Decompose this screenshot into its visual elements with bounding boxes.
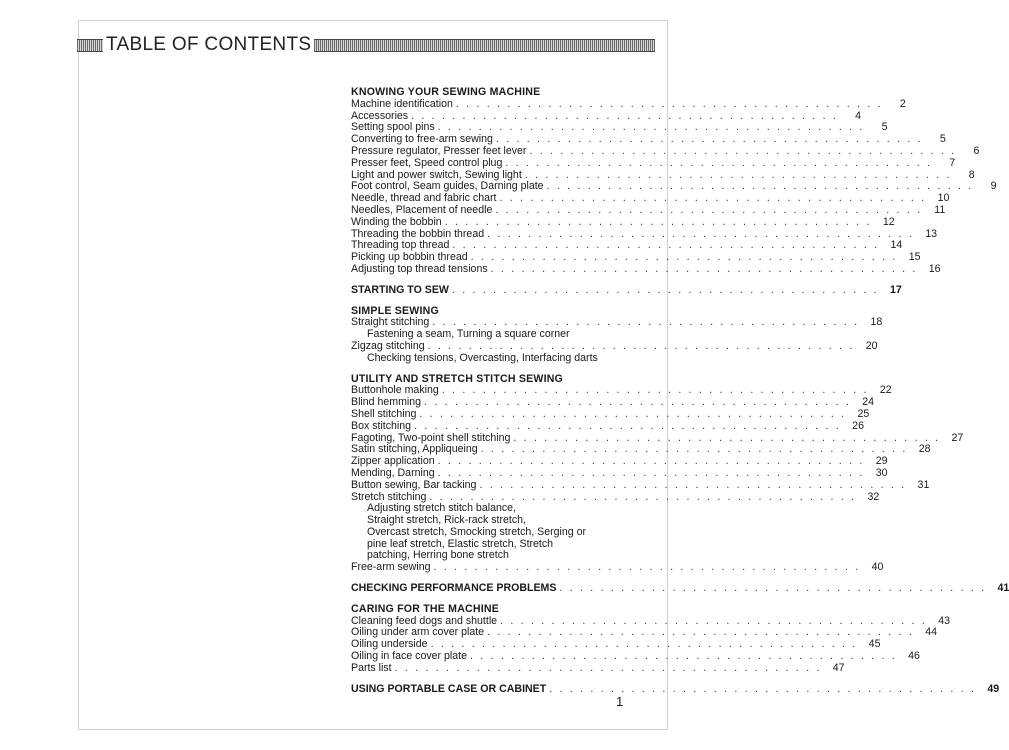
toc-entry-label: Winding the bobbin	[351, 215, 442, 228]
toc-entry-page: 32	[867, 490, 880, 503]
toc-entry-page: 20	[865, 339, 878, 352]
toc-entry-page: 18	[870, 316, 883, 329]
toc-entry	[351, 262, 941, 276]
dot-leader: . . . . . . . . . . . . . . . . . . . . . . . . . . . . . . . . . . . . . . . . . .	[444, 215, 872, 228]
dot-leader: . . . . . . . . . . . . . . . . . . . . . . . . . . . . . . . . . . . . . . . . . .	[505, 156, 933, 169]
toc-entry-label: Accessories	[351, 109, 409, 122]
toc-entry	[351, 215, 895, 229]
title-banner	[77, 32, 655, 58]
dot-leader: . . . . . . . . . . . . . . . . . . . . . . . . . . . . . . . . . . . . . . . . . .	[427, 339, 855, 352]
toc-entry-label: Oiling under arm cover plate	[351, 626, 485, 639]
toc-entry-label: Cleaning feed dogs and shuttle	[351, 614, 498, 627]
dot-leader: . . . . . . . . . . . . . . . . . . . . . . . . . . . . . . . . . . . . . . . . . .	[549, 682, 977, 695]
dot-leader: . . . . . . . . . . . . . . . . . . . . . . . . . . . . . . . . . . . . . . . . . .	[470, 650, 897, 663]
toc-entry-page: 46	[908, 650, 920, 663]
section-heading: CARING FOR THE MACHINE	[351, 602, 500, 615]
dot-leader: . . . . . . . . . . . . . . . . . . . . . . . . . . . . . . . . . . . . . . . . . .	[559, 582, 987, 595]
toc-entry-label: Foot control, Seam guides, Darning plate	[351, 180, 544, 193]
toc-entry-label: Picking up bobbin thread	[351, 251, 468, 264]
table-of-contents	[351, 86, 1009, 695]
toc-entry	[351, 203, 946, 217]
toc-subentry: patching, Herring bone stretch	[367, 549, 509, 562]
toc-entry	[351, 97, 906, 111]
title-rule-left	[77, 39, 103, 52]
toc-entry-label: Box stitching	[351, 419, 412, 432]
toc-entry-label: Parts list	[351, 661, 392, 674]
toc-entry-label: Needles, Placement of needle	[351, 203, 493, 216]
dot-leader: . . . . . . . . . . . . . . . . . . . . . . . . . . . . . . . . . . . . . . . . . .	[452, 239, 880, 252]
toc-entry-label: Threading the bobbin thread	[351, 227, 485, 240]
toc-entry	[351, 582, 1009, 595]
dot-leader: . . . . . . . . . . . . . . . . . . . . . . . . . . . . . . . . . . . . . . . . . .	[411, 109, 839, 122]
toc-entry-label: Machine identification	[351, 97, 453, 110]
toc-subentry: Checking tensions, Overcasting, Interfacing darts	[367, 351, 598, 364]
toc-entry-page: 5	[939, 133, 946, 146]
toc-entry-page: 49	[987, 682, 1000, 695]
dot-leader: . . . . . . . . . . . . . . . . . . . . . . . . . . . . . . . . . . . . . . . . . .	[513, 431, 941, 444]
toc-entry-label: Fagoting, Two-point shell stitching	[351, 431, 511, 444]
toc-entry-label: Adjusting top thread tensions	[351, 262, 488, 275]
dot-leader: . . . . . . . . . . . . . . . . . . . . . . . . . . . . . . . . . . . . . . . . . .	[419, 407, 847, 420]
dot-leader: . . . . . . . . . . . . . . . . . . . . . . . . . . . . . . . . . . . . . . . . . .	[414, 419, 841, 432]
toc-entry-page: 45	[868, 638, 881, 651]
toc-entry-page: 16	[928, 262, 941, 275]
toc-entry-page: 26	[852, 419, 864, 432]
dot-leader: . . . . . . . . . . . . . . . . . . . . . . . . . . . . . . . . . . . . . . . . . .	[480, 443, 908, 456]
footer-page-number: 1	[616, 694, 624, 709]
dot-leader: . . . . . . . . . . . . . . . . . . . . . . . . . . . . . . . . . . . . . . . . . .	[495, 133, 923, 146]
toc-entry-label: Threading top thread	[351, 239, 450, 252]
dot-leader: . . . . . . . . . . . . . . . . . . . . . . . . . . . . . . . . . . . . . . . . . .	[432, 316, 860, 329]
toc-subentry: Fastening a seam, Turning a square corner	[367, 328, 570, 341]
title-rule-right	[314, 39, 655, 52]
toc-entry-label: Pressure regulator, Presser feet lever	[351, 144, 527, 157]
toc-entry-page: 4	[855, 109, 862, 122]
toc-entry-label: Needle, thread and fabric chart	[351, 192, 497, 205]
dot-leader: . . . . . . . . . . . . . . . . . . . . . . . . . . . . . . . . . . . . . . . . . .	[529, 144, 957, 157]
toc-entry	[351, 419, 864, 433]
dot-leader: . . . . . . . . . . . . . . . . . . . . . . . . . . . . . . . . . . . . . . . . . .	[437, 121, 865, 134]
section-heading: SIMPLE SEWING	[351, 304, 439, 317]
toc-entry-label: Straight stitching	[351, 316, 430, 329]
toc-entry-page: 8	[968, 168, 975, 181]
dot-leader: . . . . . . . . . . . . . . . . . . . . . . . . . . . . . . . . . . . . . . . . . .	[451, 283, 879, 296]
toc-entry-page: 43	[938, 614, 950, 627]
dot-leader: . . . . . . . . . . . . . . . . . . . . . . . . . . . . . . . . . . . . . . . . . .	[441, 384, 869, 397]
toc-entry-label: USING PORTABLE CASE OR CABINET	[351, 682, 547, 695]
dot-leader: . . . . . . . . . . . . . . . . . . . . . . . . . . . . . . . . . . . . . . . . . .	[490, 262, 918, 275]
toc-entry-page: 25	[857, 407, 870, 420]
toc-entry	[351, 339, 878, 353]
toc-entry-page: 24	[862, 396, 874, 409]
toc-entry-page: 40	[871, 561, 884, 574]
toc-entry-label: Mending, Darning	[351, 466, 435, 479]
toc-entry-page: 27	[951, 431, 964, 444]
toc-entry-label: Setting spool pins	[351, 121, 435, 134]
toc-entry-label: Stretch stitching	[351, 490, 427, 503]
toc-entry	[351, 156, 956, 170]
dot-leader: . . . . . . . . . . . . . . . . . . . . . . . . . . . . . . . . . . . . . . . . . .	[437, 455, 865, 468]
dot-leader: . . . . . . . . . . . . . . . . . . . . . . . . . . . . . . . . . . . . . . . . . .	[455, 97, 883, 110]
toc-entry-page: 5	[881, 121, 888, 134]
toc-entry-label: Button sewing, Bar tacking	[351, 478, 477, 491]
dot-leader: . . . . . . . . . . . . . . . . . . . . . . . . . . . . . . . . . . . . . . . . . .	[430, 638, 858, 651]
toc-entry-page: 13	[925, 227, 938, 240]
dot-leader: . . . . . . . . . . . . . . . . . . . . . . . . . . . . . . . . . . . . . . . . . .	[546, 180, 974, 193]
toc-subentry: Adjusting stretch stitch balance,	[367, 502, 516, 515]
toc-entry-page: 17	[890, 283, 902, 296]
toc-entry-label: Zigzag stitching	[351, 339, 425, 352]
toc-entry-label: CHECKING PERFORMANCE PROBLEMS	[351, 582, 557, 595]
toc-subentry: Overcast stretch, Smocking stretch, Serging or	[367, 525, 587, 538]
dot-leader: . . . . . . . . . . . . . . . . . . . . . . . . . . . . . . . . . . . . . . . . . .	[479, 478, 907, 491]
toc-entry-page: 7	[949, 156, 956, 169]
toc-entry-page: 47	[832, 661, 845, 674]
dot-leader: . . . . . . . . . . . . . . . . . . . . . . . . . . . . . . . . . . . . . . . . . .	[499, 192, 927, 205]
dot-leader: . . . . . . . . . . . . . . . . . . . . . . . . . . . . . . . . . . . . . . . . . .	[524, 168, 952, 181]
toc-entry-page: 9	[990, 180, 997, 193]
toc-entry-page: 28	[918, 443, 931, 456]
toc-entry-page: 6	[973, 144, 980, 157]
toc-entry-label: Buttonhole making	[351, 384, 439, 397]
dot-leader: . . . . . . . . . . . . . . . . . . . . . . . . . . . . . . . . . . . . . . . . . .	[487, 227, 915, 240]
toc-entry-label: Satin stitching, Appliqueing	[351, 443, 478, 456]
toc-entry-page: 10	[937, 192, 950, 205]
toc-entry-page: 15	[908, 251, 921, 264]
toc-entry	[351, 478, 930, 492]
toc-entry-label: Shell stitching	[351, 407, 417, 420]
toc-entry-label: Blind hemming	[351, 396, 422, 409]
dot-leader: . . . . . . . . . . . . . . . . . . . . . . . . . . . . . . . . . . . . . . . . . .	[429, 490, 857, 503]
dot-leader: . . . . . . . . . . . . . . . . . . . . . . . . . . . . . . . . . . . . . . . . . .	[424, 396, 851, 409]
dot-leader: . . . . . . . . . . . . . . . . . . . . . . . . . . . . . . . . . . . . . . . . . .	[500, 614, 927, 627]
toc-entry-page: 22	[879, 384, 892, 397]
toc-entry-label: Light and power switch, Sewing light	[351, 168, 522, 181]
toc-entry-page: 11	[934, 203, 946, 216]
dot-leader: . . . . . . . . . . . . . . . . . . . . . . . . . . . . . . . . . . . . . . . . . .	[470, 251, 898, 264]
toc-entry-page: 31	[917, 478, 930, 491]
toc-entry	[351, 283, 902, 297]
toc-entry	[351, 682, 1000, 696]
dot-leader: . . . . . . . . . . . . . . . . . . . . . . . . . . . . . . . . . . . . . . . . . .	[394, 661, 822, 674]
toc-entry	[351, 466, 888, 480]
toc-entry-label: STARTING TO SEW	[351, 283, 449, 296]
toc-subentry: pine leaf stretch, Elastic stretch, Stretch	[367, 537, 554, 550]
toc-entry-label: Zipper application	[351, 455, 435, 468]
toc-entry-label: Converting to free-arm sewing	[351, 133, 493, 146]
toc-entry-label: Oiling underside	[351, 638, 428, 651]
toc-entry	[351, 661, 845, 675]
toc-entry	[351, 407, 870, 421]
toc-entry	[351, 561, 884, 574]
section-heading: KNOWING YOUR SEWING MACHINE	[351, 86, 541, 98]
toc-entry-page: 2	[899, 97, 906, 110]
toc-entry-page: 44	[925, 626, 937, 639]
toc-entry-page: 41	[997, 582, 1009, 595]
page-title: TABLE OF CONTENTS	[106, 34, 312, 55]
toc-entry-page: 12	[882, 215, 895, 228]
toc-entry	[351, 144, 980, 158]
dot-leader: . . . . . . . . . . . . . . . . . . . . . . . . . . . . . . . . . . . . . . . . . .	[487, 626, 914, 639]
toc-entry-page: 14	[890, 239, 903, 252]
toc-subentry: Straight stretch, Rick-rack stretch,	[367, 514, 526, 527]
toc-entry-page: 29	[875, 455, 888, 468]
toc-entry-label: Presser feet, Speed control plug	[351, 156, 503, 169]
dot-leader: . . . . . . . . . . . . . . . . . . . . . . . . . . . . . . . . . . . . . . . . . .	[437, 466, 865, 479]
dot-leader: . . . . . . . . . . . . . . . . . . . . . . . . . . . . . . . . . . . . . . . . . .	[433, 561, 861, 574]
toc-entry-page: 30	[875, 466, 888, 479]
toc-entry-label: Oiling in face cover plate	[351, 650, 468, 663]
toc-entry-label: Free-arm sewing	[351, 561, 431, 574]
dot-leader: . . . . . . . . . . . . . . . . . . . . . . . . . . . . . . . . . . . . . . . . . .	[495, 203, 923, 216]
section-heading: UTILITY AND STRETCH STITCH SEWING	[351, 372, 563, 385]
